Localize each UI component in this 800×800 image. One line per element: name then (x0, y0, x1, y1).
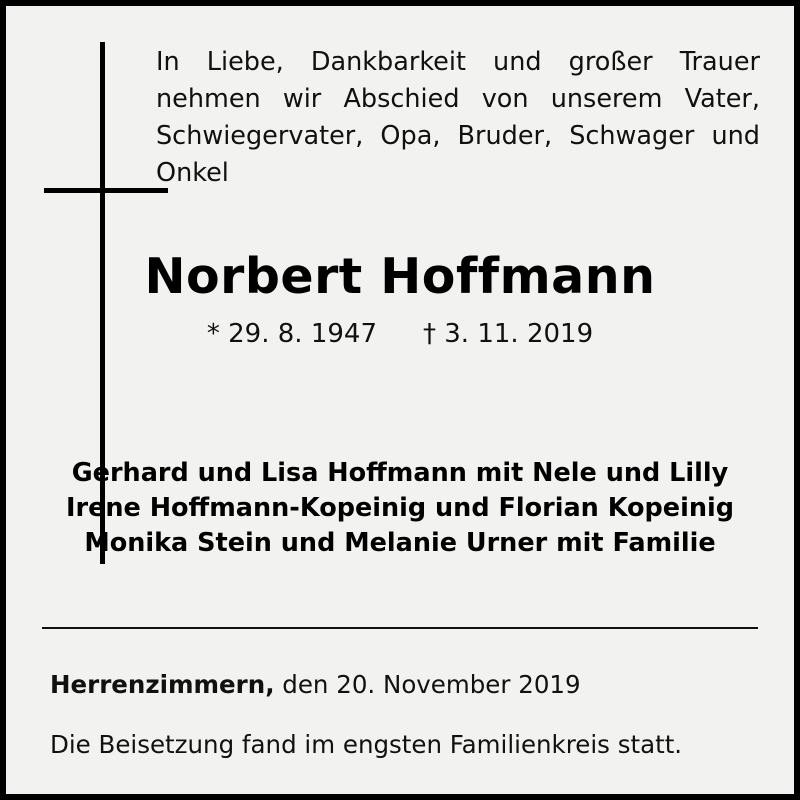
horizontal-divider (42, 627, 758, 629)
place-and-date-line (50, 669, 581, 701)
list-item: Monika Stein und Melanie Urner mit Familie (84, 528, 716, 558)
closing-note: Die Beisetzung fand im engsten Familienkreis statt. (50, 730, 683, 759)
notice-date: den 20. November 2019 (274, 670, 581, 699)
death-date: † 3. 11. 2019 (423, 319, 594, 349)
intro-text: In Liebe, Dankbarkeit und großer Trauer nehmen wir Abschied von unserem Vater, Schwiegervater, Opa, Bruder, Schwager und Onkel (156, 47, 760, 188)
survivors-list (6, 456, 794, 561)
list-item: Gerhard und Lisa Hoffmann mit Nele und Lilly (71, 458, 729, 488)
list-item: Irene Hoffmann-Kopeinig und Florian Kopeinig (66, 493, 734, 523)
birth-date: * 29. 8. 1947 (206, 319, 377, 349)
deceased-name: Norbert Hoffmann (144, 248, 656, 305)
life-dates (6, 318, 794, 350)
cross-icon-horizontal-bar (44, 188, 168, 193)
obituary-inner (6, 6, 794, 794)
place-name: Herrenzimmern, (50, 670, 275, 699)
